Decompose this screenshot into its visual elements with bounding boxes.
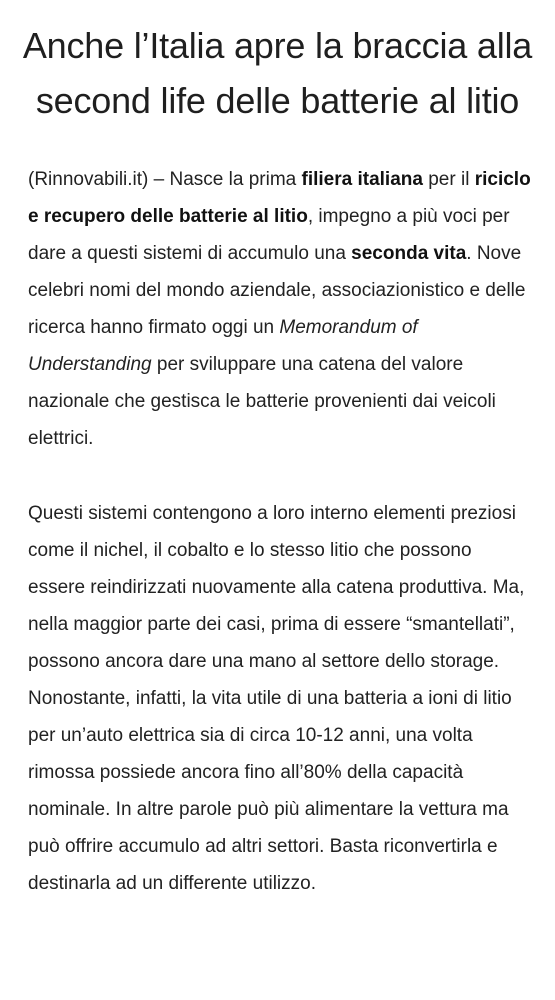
article-paragraph-intro [0,161,555,457]
intro-italic-memorandum: Memorandum of Understanding [28,317,418,375]
intro-text-4: . Nove celebri nomi del mondo aziendale, associazionistico e delle ricerca hanno firmato oggi un [28,243,526,338]
intro-text-3: , impegno a più voci per dare a questi sistemi di accumulo una [28,206,510,264]
article-paragraph-body: Questi sistemi contengono a loro interno elementi preziosi come il nichel, il cobalto e lo stesso litio che possono essere reindirizzati nuovamente alla catena produttiva. Ma, nella maggior parte dei casi, prima di essere “smantellati”, possono ancora dare una mano al settore dello storage. Nonostante, infatti, la vita utile di una batteria a ioni di litio per un’auto elettrica sia di circa 10-12 anni, una volta rimossa possiede ancora fino all’80% della capacità nominale. In altre parole può più alimentare la vettura ma può offrire accumulo ad altri settori. Basta riconvertirla e destinarla ad un differente utilizzo. [28,503,525,894]
intro-bold-filiera: filiera italiana [301,169,423,190]
intro-bold-seconda-vita: seconda vita [351,243,467,264]
article-title: Anche l’Italia apre la braccia alla second life delle batterie al litio [22,25,533,121]
intro-text-2: per il [422,169,475,190]
intro-text-5: per sviluppare una catena del valore nazionale che gestisca le batterie provenienti dai veicoli elettrici. [28,354,496,449]
intro-text-1: (Rinnovabili.it) – Nasce la prima [28,169,302,190]
intro-bold-riciclo: riciclo e recupero delle batterie al litio [28,169,531,227]
